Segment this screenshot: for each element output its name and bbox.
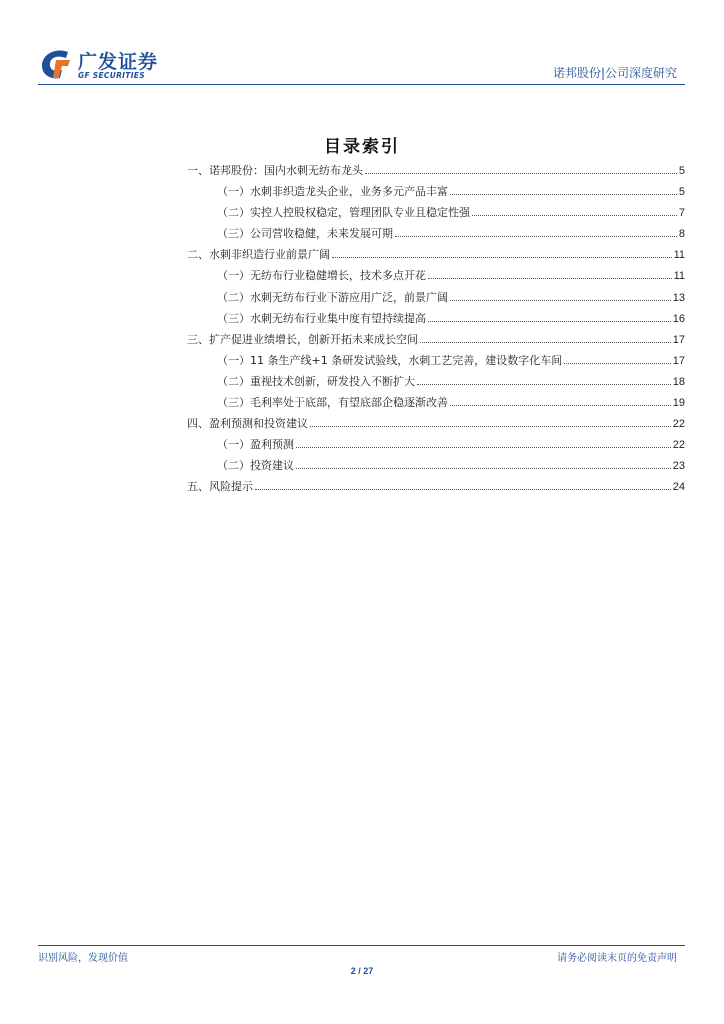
toc-entry-page: 16 [672,312,685,325]
toc-entry-page: 8 [678,228,685,241]
toc-entry-page: 13 [672,291,685,304]
toc-entry-text: （一）盈利预测 [217,438,294,452]
report-type-label: 诺邦股份|公司深度研究 [552,66,677,80]
toc-entry-text: （二）投资建议 [217,459,294,473]
toc-entry-page: 11 [673,270,685,283]
toc-entry-page: 23 [672,460,685,473]
toc-entry-text: 三、扩产促进业绩增长，创新开拓未来成长空间 [187,332,418,346]
toc-leader-dots [310,426,671,427]
toc-entry-page: 24 [672,481,685,494]
toc-entry[interactable] [187,225,685,246]
toc-entry-page: 17 [672,354,685,367]
toc-entry-text: 一、诺邦股份：国内水刺无纺布龙头 [187,164,363,177]
toc-entry-page: 19 [672,397,685,410]
toc-entry-page: 22 [672,439,685,452]
toc-entry-text: （三）水刺无纺布行业集中度有望持续提高 [217,311,426,325]
toc-entry[interactable] [187,267,685,288]
toc-leader-dots [420,342,671,343]
toc-entry-page: 22 [672,418,685,431]
logo-english-name: GF SECURITIES [78,71,145,80]
toc-entry[interactable] [187,183,685,204]
page-header [0,0,724,90]
toc-leader-dots [450,405,671,406]
toc-entry[interactable] [187,478,685,499]
toc-entry[interactable] [187,457,685,478]
toc-entry-page: 7 [678,207,685,220]
toc-leader-dots [255,489,671,490]
footer-disclaimer-note: 请务必阅读末页的免责声明 [557,953,677,964]
toc-entry-text: （一）无纺布行业稳健增长，技术多点开花 [217,269,426,283]
footer-slogan: 识别风险，发现价值 [38,953,128,964]
toc-entry-text: （二）实控人控股权稳定，管理团队专业且稳定性强 [217,206,470,220]
toc-entry[interactable] [187,162,685,183]
toc-entry-text: （二）重视技术创新，研发投入不断扩大 [217,374,415,388]
header-divider [38,84,685,85]
toc-entry[interactable] [187,415,685,436]
toc-entry-page: 18 [672,375,685,388]
toc-entry-text: （一）水刺非织造龙头企业，业务多元产品丰富 [217,185,448,199]
toc-entry[interactable] [187,310,685,331]
toc-entry-text: 五、风险提示 [187,480,253,494]
toc-leader-dots [365,173,677,174]
toc-entry[interactable] [187,352,685,373]
toc-entry-text: （三）毛利率处于底部，有望底部企稳逐渐改善 [217,396,448,410]
toc-leader-dots [450,194,677,195]
toc-entry[interactable] [187,246,685,267]
logo-chinese-name: 广发证券 [78,51,159,73]
toc-leader-dots [417,384,671,385]
toc-entry-text: 二、水刺非织造行业前景广阔 [187,248,330,262]
toc-leader-dots [296,468,671,469]
toc-entry-text: （二）水刺无纺布行业下游应用广泛，前景广阔 [217,290,448,304]
page-number: 2 / 27 [350,966,374,976]
toc-entry-text: （三）公司营收稳健，未来发展可期 [217,227,393,241]
gf-logo-icon [38,46,74,82]
toc-leader-dots [395,236,677,237]
toc-entry-page: 5 [678,165,685,177]
toc-entry-page: 17 [672,333,685,346]
toc-entry[interactable] [187,204,685,225]
toc-leader-dots [450,300,671,301]
toc-entry-text: 四、盈利预测和投资建议 [187,417,308,431]
toc-entry-text: （一）11 条生产线+1 条研发试验线，水刺工艺完善，建设数字化车间 [217,353,563,367]
toc-entry[interactable] [187,331,685,352]
toc-entry-page: 11 [673,249,685,262]
table-of-contents [187,162,685,500]
toc-entry[interactable] [187,289,685,310]
toc-title: 目录索引 [324,137,400,157]
gf-securities-logo [38,46,168,86]
toc-entry[interactable] [187,373,685,394]
toc-leader-dots [296,447,671,448]
toc-leader-dots [428,278,672,279]
footer-divider [38,945,685,946]
toc-entry[interactable] [187,394,685,415]
toc-entry-page: 5 [678,186,685,199]
toc-leader-dots [472,215,677,216]
toc-entry[interactable] [187,436,685,457]
toc-leader-dots [332,257,672,258]
toc-leader-dots [564,363,671,364]
toc-leader-dots [428,321,671,322]
